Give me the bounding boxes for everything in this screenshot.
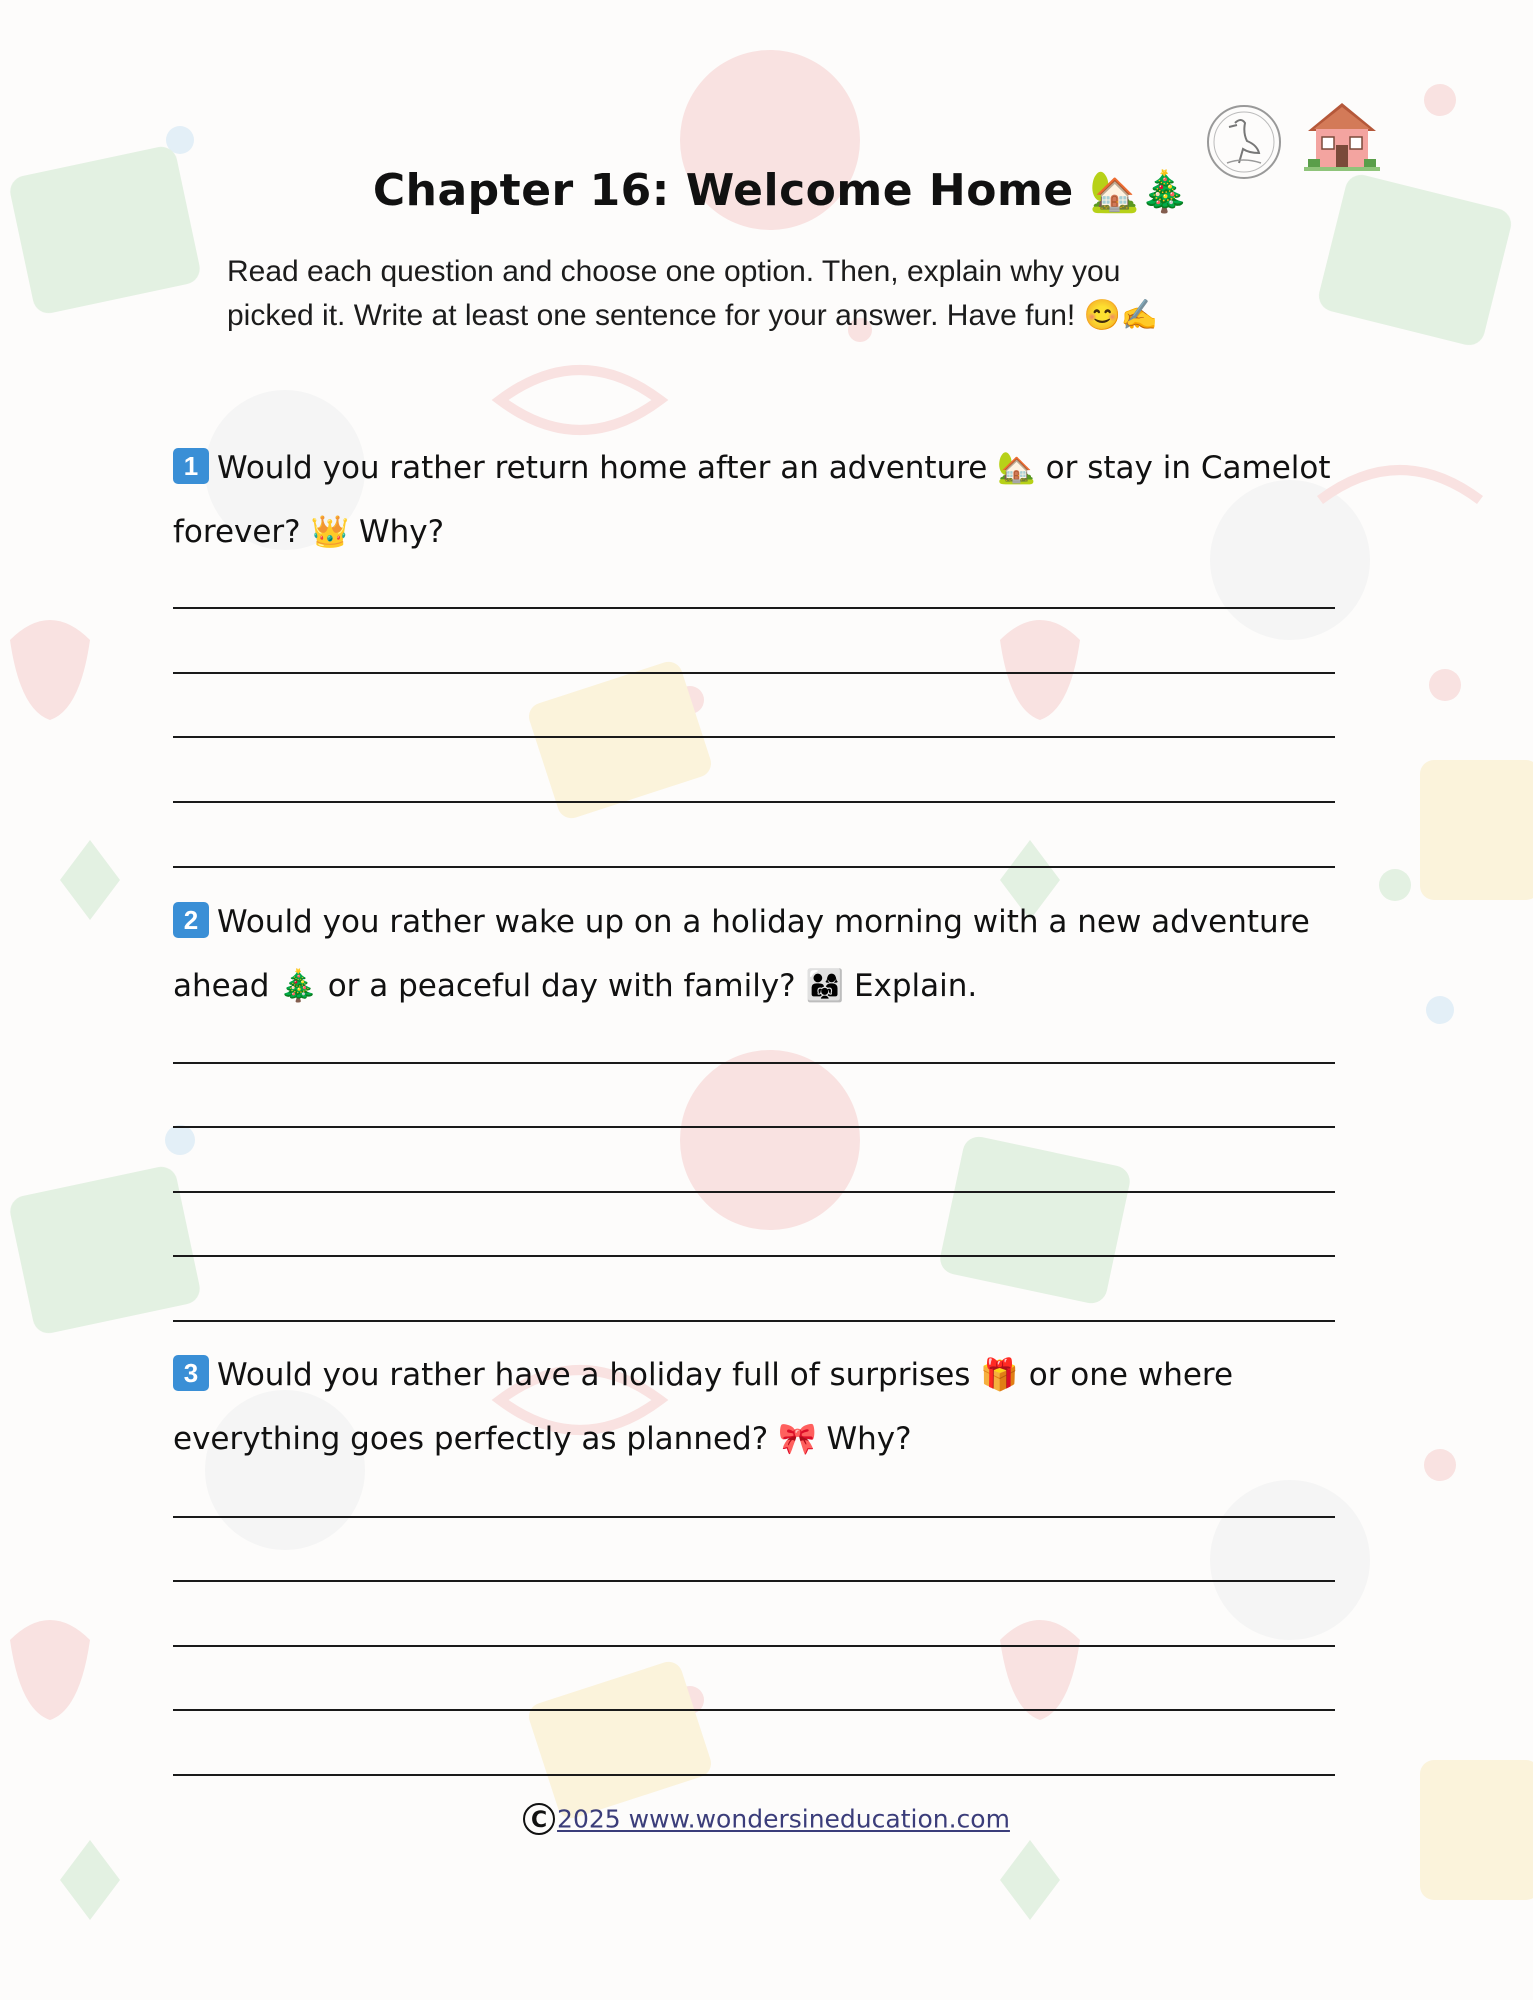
question-1 [173, 436, 1343, 564]
title-text: Chapter 16: Welcome Home [372, 165, 1074, 216]
answer-line[interactable] [173, 607, 1335, 609]
question-1-number-badge: 1 [173, 448, 209, 484]
answer-line[interactable] [173, 1320, 1335, 1322]
answer-line[interactable] [173, 1580, 1335, 1582]
title-emoji: 🏡🎄 [1089, 169, 1191, 215]
question-3-number-badge: 3 [173, 1355, 209, 1391]
instructions [227, 250, 1317, 338]
question-3-text-line-1: Would you rather have a holiday full of surprises 🎁 or one where [217, 1357, 1234, 1393]
question-2 [173, 890, 1343, 1018]
answer-line[interactable] [173, 1645, 1335, 1647]
answer-line[interactable] [173, 1709, 1335, 1711]
page-title [0, 165, 1533, 216]
answer-line[interactable] [173, 866, 1335, 868]
answer-line[interactable] [173, 1062, 1335, 1064]
question-3-text-line-2: everything goes perfectly as planned? 🎀 Why? [173, 1421, 912, 1457]
question-2-line-1 [173, 890, 1343, 954]
website-link[interactable]: 2025 www.wondersineducation.com [557, 1804, 1010, 1834]
instructions-line-1: Read each question and choose one option. Then, explain why you [227, 255, 1121, 288]
answer-line[interactable] [173, 801, 1335, 803]
question-1-text-line-2: forever? 👑 Why? [173, 514, 445, 550]
question-3 [173, 1343, 1343, 1471]
question-2-text-line-1: Would you rather wake up on a holiday morning with a new adventure [217, 904, 1310, 940]
answer-line[interactable] [173, 736, 1335, 738]
footer [0, 1803, 1533, 1835]
question-1-line-1 [173, 436, 1343, 500]
question-1-text-line-1: Would you rather return home after an adventure 🏡 or stay in Camelot [217, 450, 1331, 486]
question-2-number-badge: 2 [173, 902, 209, 938]
answer-line[interactable] [173, 1191, 1335, 1193]
question-3-line-1 [173, 1343, 1343, 1407]
question-2-text-line-2: ahead 🎄 or a peaceful day with family? 👨‍👩‍👧 Explain. [173, 968, 978, 1004]
copyright-icon: C [523, 1803, 555, 1835]
answer-line[interactable] [173, 1126, 1335, 1128]
answer-line[interactable] [173, 1774, 1335, 1776]
answer-line[interactable] [173, 1255, 1335, 1257]
answer-line[interactable] [173, 672, 1335, 674]
instructions-line-2: picked it. Write at least one sentence for your answer. Have fun! 😊✍ [227, 299, 1159, 332]
answer-line[interactable] [173, 1516, 1335, 1518]
